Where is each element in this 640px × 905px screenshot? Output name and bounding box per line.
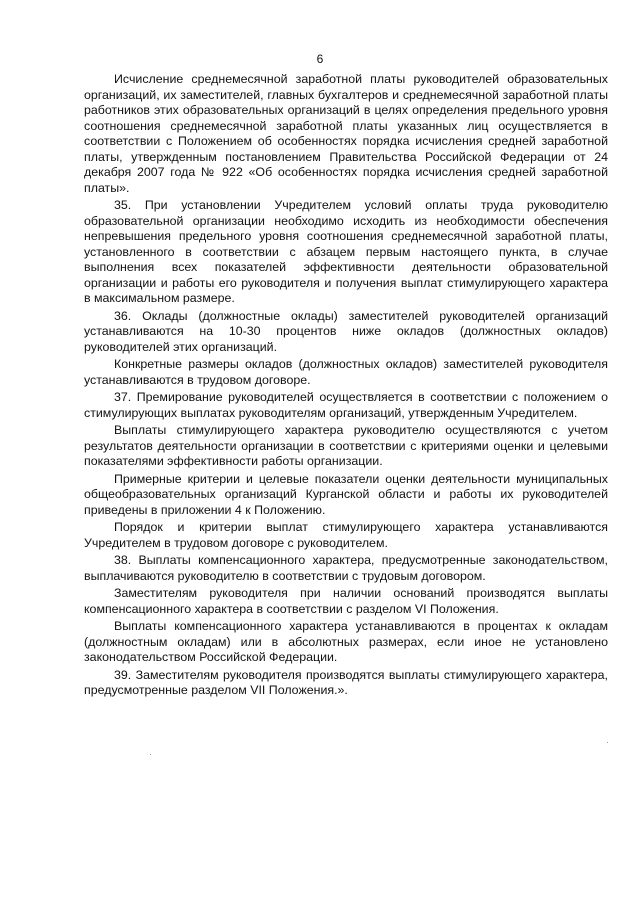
scan-speck <box>607 742 608 743</box>
paragraph-evaluation-criteria: Примерные критерии и целевые показатели оценки деятельности муниципальных общеобразовательных организаций Курганской области и работы их руководителей приведены в приложении 4 к Положению. <box>84 471 608 517</box>
paragraph-deputy-salaries: Конкретные размеры окладов (должностных окладов) заместителей руководителя устанавливаются в трудовом договоре. <box>84 357 608 387</box>
paragraph-deputy-compensation: Заместителям руководителя при наличии оснований производятся выплаты компенсационного характера в соответствии с разделом VI Положения. <box>84 586 608 616</box>
paragraph-salary-calculation: Исчисление среднемесячной заработной платы руководителей образовательных организаций, их заместителей, главных бухгалтеров и среднемесячной заработной платы работников этих образовательных организаций в целях определения предельного уровня соотношения среднемесячной заработной платы указанных лиц осуществляется в соответствии с Положением об особенностях порядка исчисления средней заработной платы, утвержденным постановлением Правительства Российской Федерации от 24 декабря 2007 года № 922 «Об особенностях порядка исчисления средней заработной платы». <box>84 72 608 195</box>
document-body <box>84 72 608 701</box>
scan-speck <box>150 754 151 755</box>
page-number: 6 <box>316 52 324 66</box>
paragraph-36: 36. Оклады (должностные оклады) заместителей руководителей организаций устанавливаются на 10-30 процентов ниже окладов (должностных окладов) руководителей этих организаций. <box>84 308 608 354</box>
paragraph-payment-procedure: Порядок и критерии выплат стимулирующего характера устанавливаются Учредителем в трудовом договоре с руководителем. <box>84 520 608 550</box>
paragraph-incentive-payments: Выплаты стимулирующего характера руководителю осуществляются с учетом результатов деятельности организации в соответствии с критериями оценки и целевыми показателями эффективности работы организации. <box>84 423 608 468</box>
paragraph-39: 39. Заместителям руководителя производятся выплаты стимулирующего характера, предусмотренные разделом VII Положения.». <box>84 667 608 697</box>
paragraph-compensation-size: Выплаты компенсационного характера устанавливаются в процентах к окладам (должностным окладам) или в абсолютных размерах, если иное не установлено законодательством Российской Федерации. <box>84 619 608 664</box>
paragraph-38: 38. Выплаты компенсационного характера, предусмотренные законодательством, выплачиваются руководителю в соответствии с трудовым договором. <box>84 553 608 583</box>
paragraph-37: 37. Премирование руководителей осуществляется в соответствии с положением о стимулирующих выплатах руководителям организаций, утвержденным Учредителем. <box>84 390 608 420</box>
paragraph-35: 35. При установлении Учредителем условий оплаты труда руководителю образовательной организации необходимо исходить из необходимости обеспечения непревышения предельного уровня соотношения среднемесячной заработной платы, установленного в соответствии с абзацем первым настоящего пункта, в случае выполнения всех показателей эффективности деятельности образовательной организации и работы его руководителя и получения выплат стимулирующего характера в максимальном размере. <box>84 198 608 305</box>
